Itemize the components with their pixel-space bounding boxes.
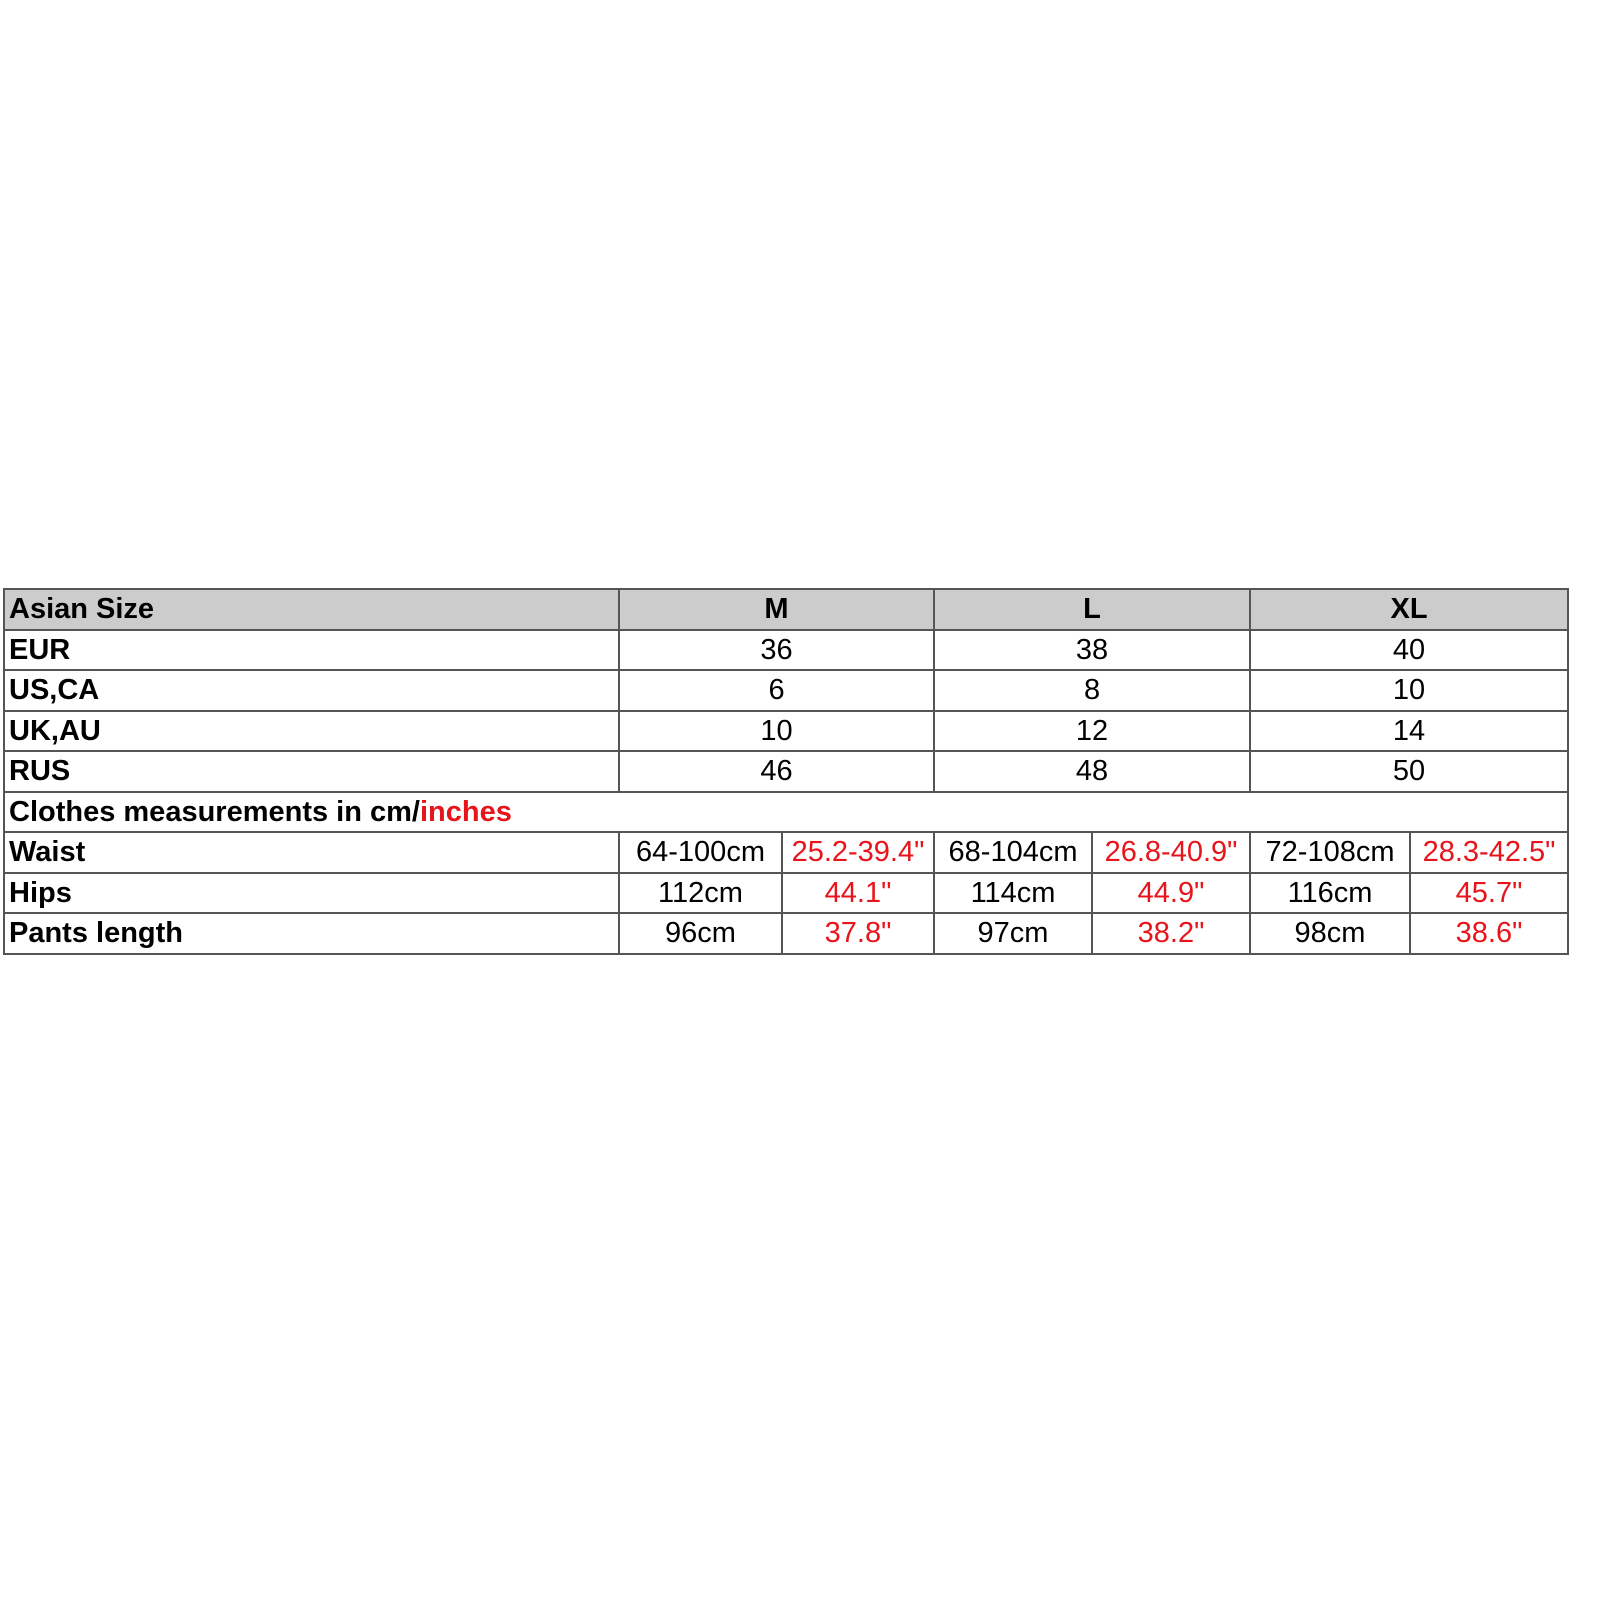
row-label: Hips — [4, 873, 619, 914]
measurements-title — [4, 792, 1568, 833]
size-value: 48 — [934, 751, 1250, 792]
size-row-us-ca — [4, 670, 1568, 711]
size-header-row — [4, 589, 1568, 630]
size-row-eur — [4, 630, 1568, 671]
asian-size-header: Asian Size — [4, 589, 619, 630]
size-value: 46 — [619, 751, 934, 792]
row-label: EUR — [4, 630, 619, 671]
cm-value: 64-100cm — [619, 832, 782, 873]
measurement-row-hips — [4, 873, 1568, 914]
cm-value: 72-108cm — [1250, 832, 1410, 873]
size-value: 10 — [619, 711, 934, 752]
inch-value: 45.7" — [1410, 873, 1568, 914]
cm-value: 97cm — [934, 913, 1092, 954]
size-value: 6 — [619, 670, 934, 711]
size-header-m: M — [619, 589, 934, 630]
row-label: Pants length — [4, 913, 619, 954]
inch-value: 44.1" — [782, 873, 934, 914]
size-header-l: L — [934, 589, 1250, 630]
cm-value: 98cm — [1250, 913, 1410, 954]
size-value: 50 — [1250, 751, 1568, 792]
measurements-title-prefix: Clothes measurements in cm/ — [9, 795, 420, 828]
cm-value: 96cm — [619, 913, 782, 954]
size-value: 12 — [934, 711, 1250, 752]
size-chart-table — [3, 588, 1569, 955]
size-value: 14 — [1250, 711, 1568, 752]
measurement-row-waist — [4, 832, 1568, 873]
inch-value: 38.6" — [1410, 913, 1568, 954]
size-value: 40 — [1250, 630, 1568, 671]
row-label: RUS — [4, 751, 619, 792]
inch-value: 38.2" — [1092, 913, 1250, 954]
cm-value: 68-104cm — [934, 832, 1092, 873]
row-label: UK,AU — [4, 711, 619, 752]
inch-value: 25.2-39.4" — [782, 832, 934, 873]
cm-value: 112cm — [619, 873, 782, 914]
size-value: 8 — [934, 670, 1250, 711]
row-label: US,CA — [4, 670, 619, 711]
inch-value: 44.9" — [1092, 873, 1250, 914]
size-row-rus — [4, 751, 1568, 792]
inch-value: 28.3-42.5" — [1410, 832, 1568, 873]
measurement-row-pants-length — [4, 913, 1568, 954]
measurements-title-inches: inches — [419, 795, 512, 828]
size-header-xl: XL — [1250, 589, 1568, 630]
size-value: 10 — [1250, 670, 1568, 711]
cm-value: 116cm — [1250, 873, 1410, 914]
size-value: 38 — [934, 630, 1250, 671]
inch-value: 37.8" — [782, 913, 934, 954]
size-row-uk-au — [4, 711, 1568, 752]
inch-value: 26.8-40.9" — [1092, 832, 1250, 873]
row-label: Waist — [4, 832, 619, 873]
size-value: 36 — [619, 630, 934, 671]
cm-value: 114cm — [934, 873, 1092, 914]
measurements-title-row — [4, 792, 1568, 833]
